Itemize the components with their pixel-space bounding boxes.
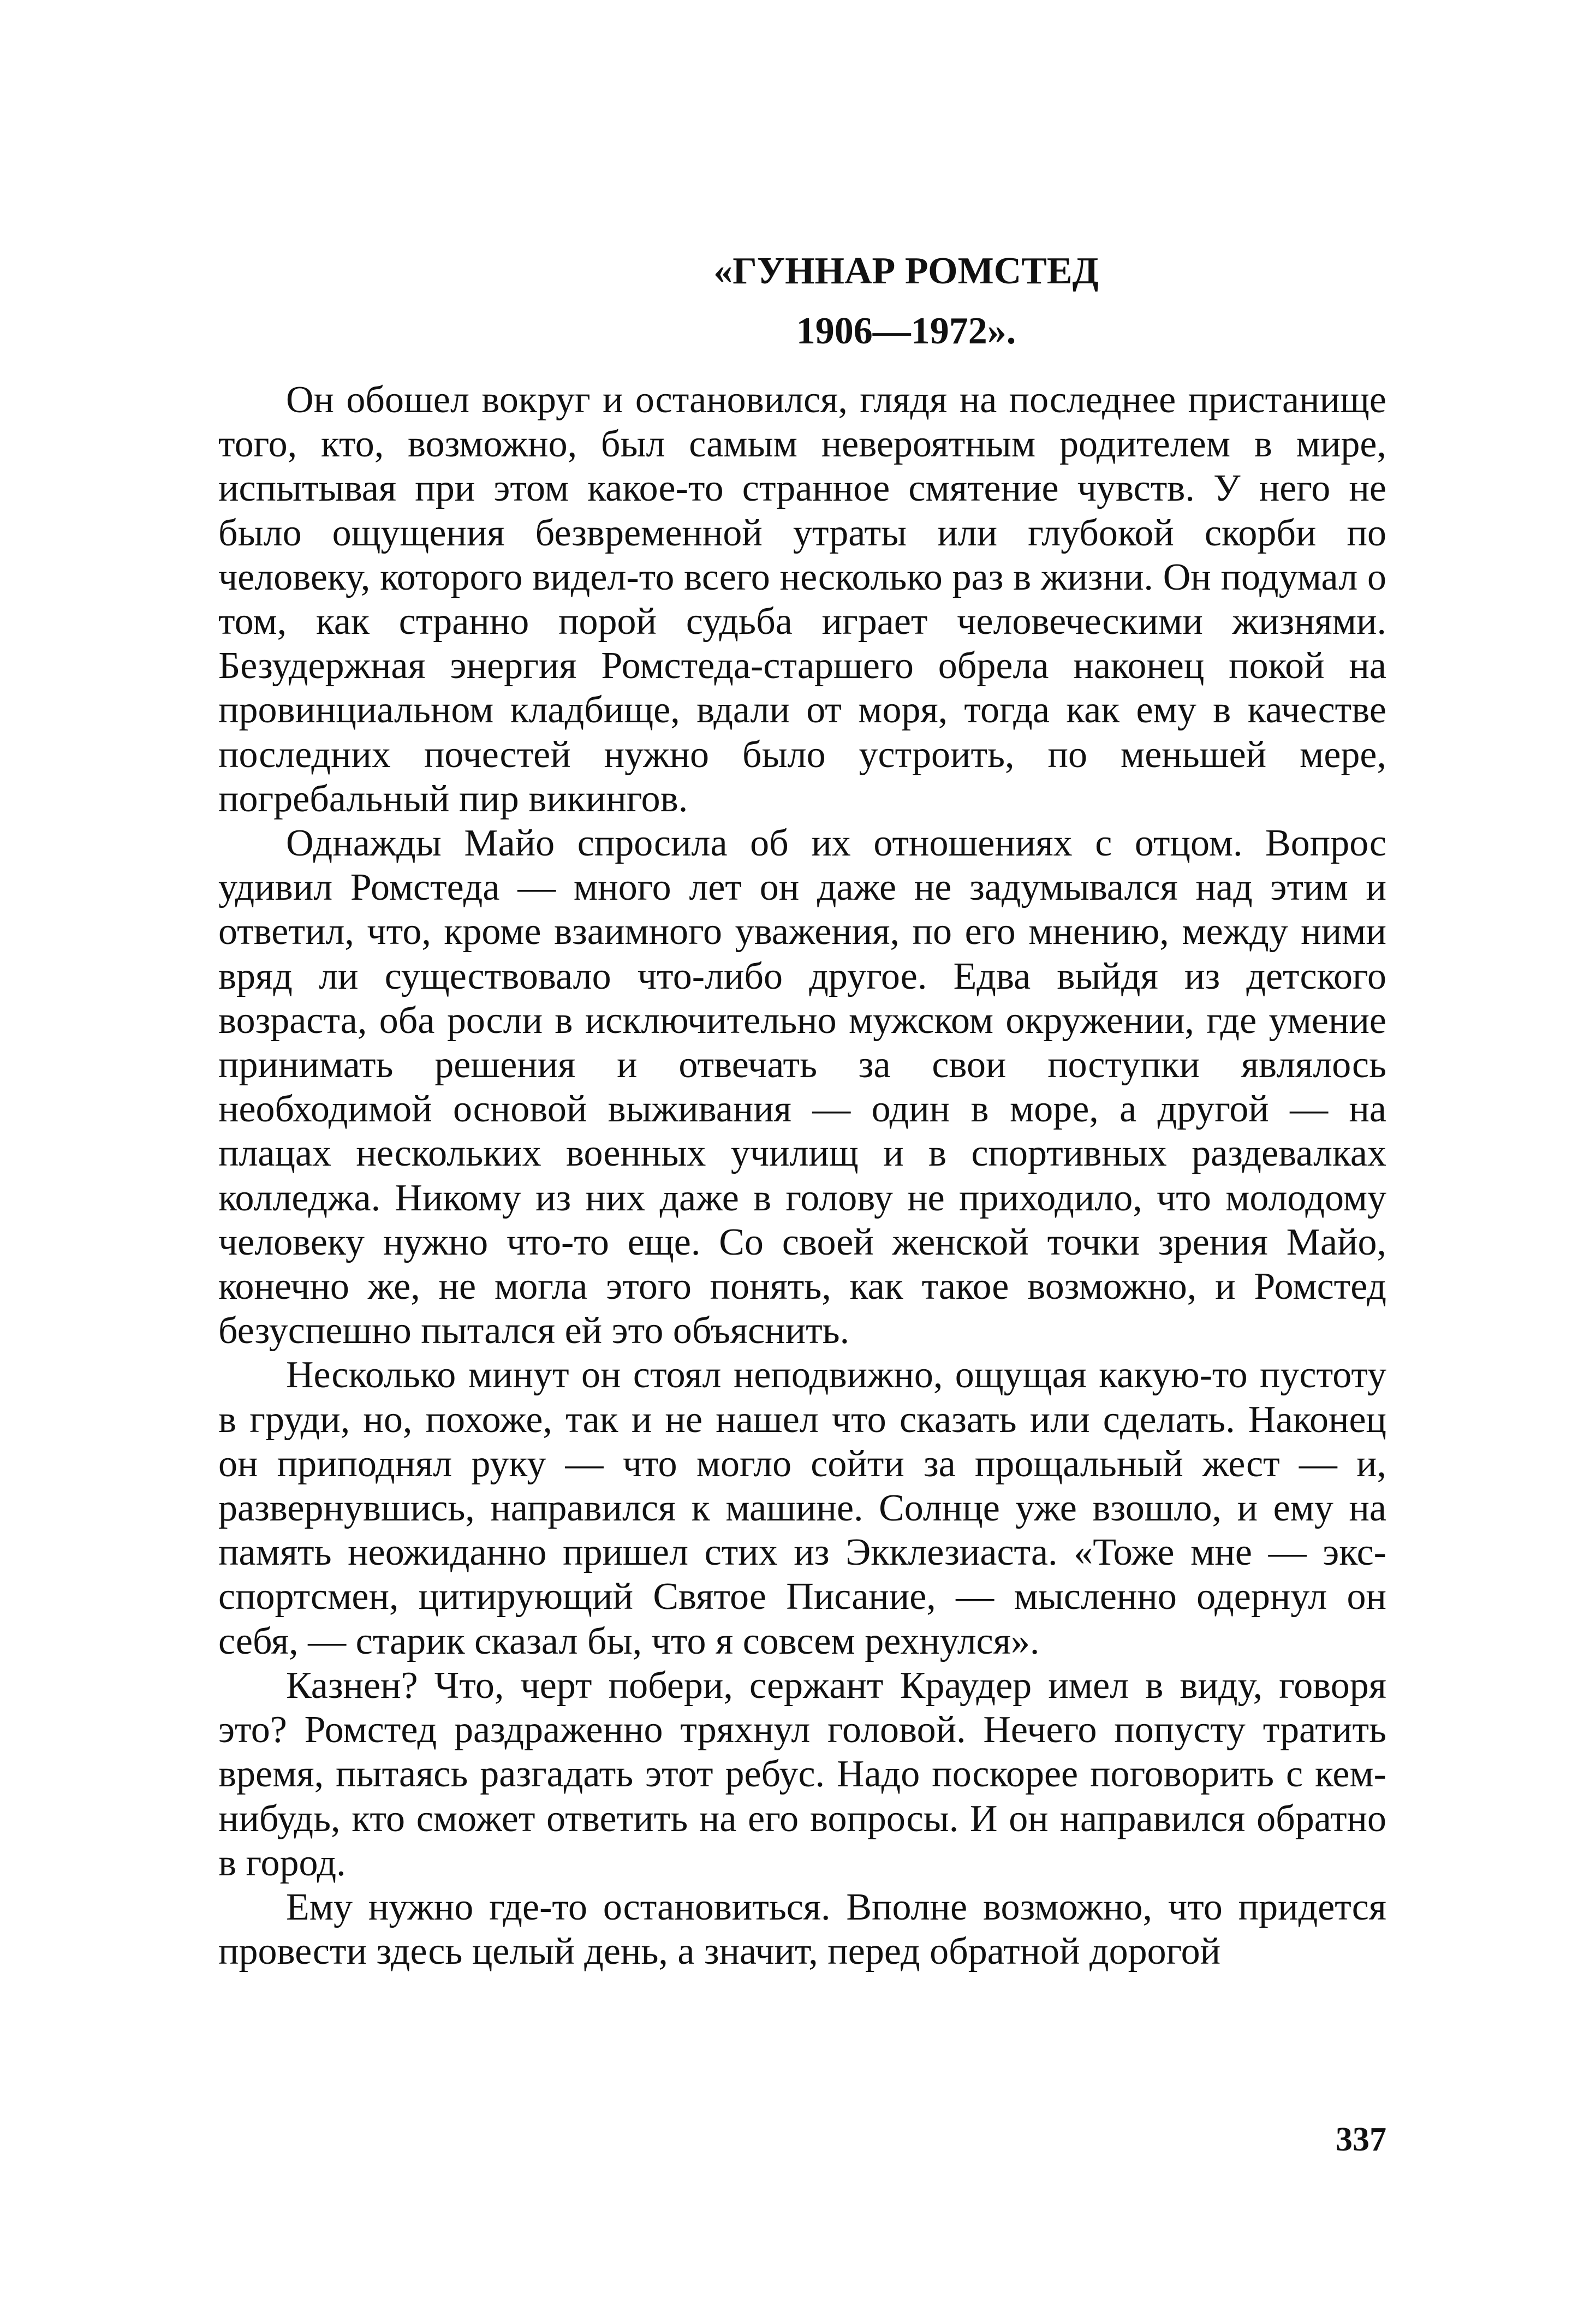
- body-text: [218, 378, 1386, 1974]
- gravestone-inscription-dates: 1906—1972».: [796, 310, 1016, 352]
- paragraph: Казнен? Что, черт побери, сержант Краудер имел в виду, говоря это? Ромстед раздраженно тряхнул головой. Нечего попусту тратить время, пытаясь разгадать этот ребус. Надо поскорее поговорить с кем-нибудь, кто сможет ответить на его вопросы. И он направился обратно в город.: [218, 1664, 1386, 1884]
- paragraph: Ему нужно где-то остановиться. Вполне возможно, что придется провести здесь целый день, а значит, перед обратной дорогой: [218, 1886, 1386, 1973]
- page-number: 337: [1336, 2121, 1386, 2158]
- paragraph: Однажды Майо спросила об их отношениях с отцом. Вопрос удивил Ромстеда — много лет он даже не задумывался над этим и ответил, что, кроме взаимного уважения, по его мнению, между ними вряд ли существовало что-либо другое. Едва выйдя из детского возраста, оба росли в исключительно мужском окружении, где умение принимать решения и отвечать за свои поступки являлось необходимой основой выживания — один в море, а другой — на плацах нескольких военных училищ и в спортивных раздевалках колледжа. Никому из них даже в голову не приходило, что молодому человеку нужно что-то еще. Со своей женской точки зрения Майо, конечно же, не могла этого понять, как такое возможно, и Ромстед безуспешно пытался ей это объяснить.: [218, 822, 1386, 1352]
- paragraph: Он обошел вокруг и остановился, глядя на последнее пристанище того, кто, возможно, был самым невероятным родителем в мире, испытывая при этом какое-то странное смятение чувств. У него не было ощущения безвременной утраты или глубокой скорби по человеку, которого видел-то всего несколько раз в жизни. Он подумал о том, как странно порой судьба играет человеческими жизнями. Безудержная энергия Ромстеда-старшего обрела наконец покой на провинциальном кладбище, вдали от моря, тогда как ему в качестве последних почестей нужно было устроить, по меньшей мере, погребальный пир викингов.: [218, 379, 1386, 820]
- paragraph: Несколько минут он стоял неподвижно, ощущая какую-то пустоту в груди, но, похоже, так и не нашел что сказать или сделать. Наконец он приподнял руку — что могло сойти за прощальный жест — и, развернувшись, направился к машине. Солнце уже взошло, и ему на память неожиданно пришел стих из Экклезиаста. «Тоже мне — экс-спортсмен, цитирующий Святое Писание, — мысленно одернул он себя, — старик сказал бы, что я совсем рехнулся».: [218, 1354, 1386, 1662]
- gravestone-inscription-name: «ГУННАР РОМСТЕД: [713, 250, 1099, 292]
